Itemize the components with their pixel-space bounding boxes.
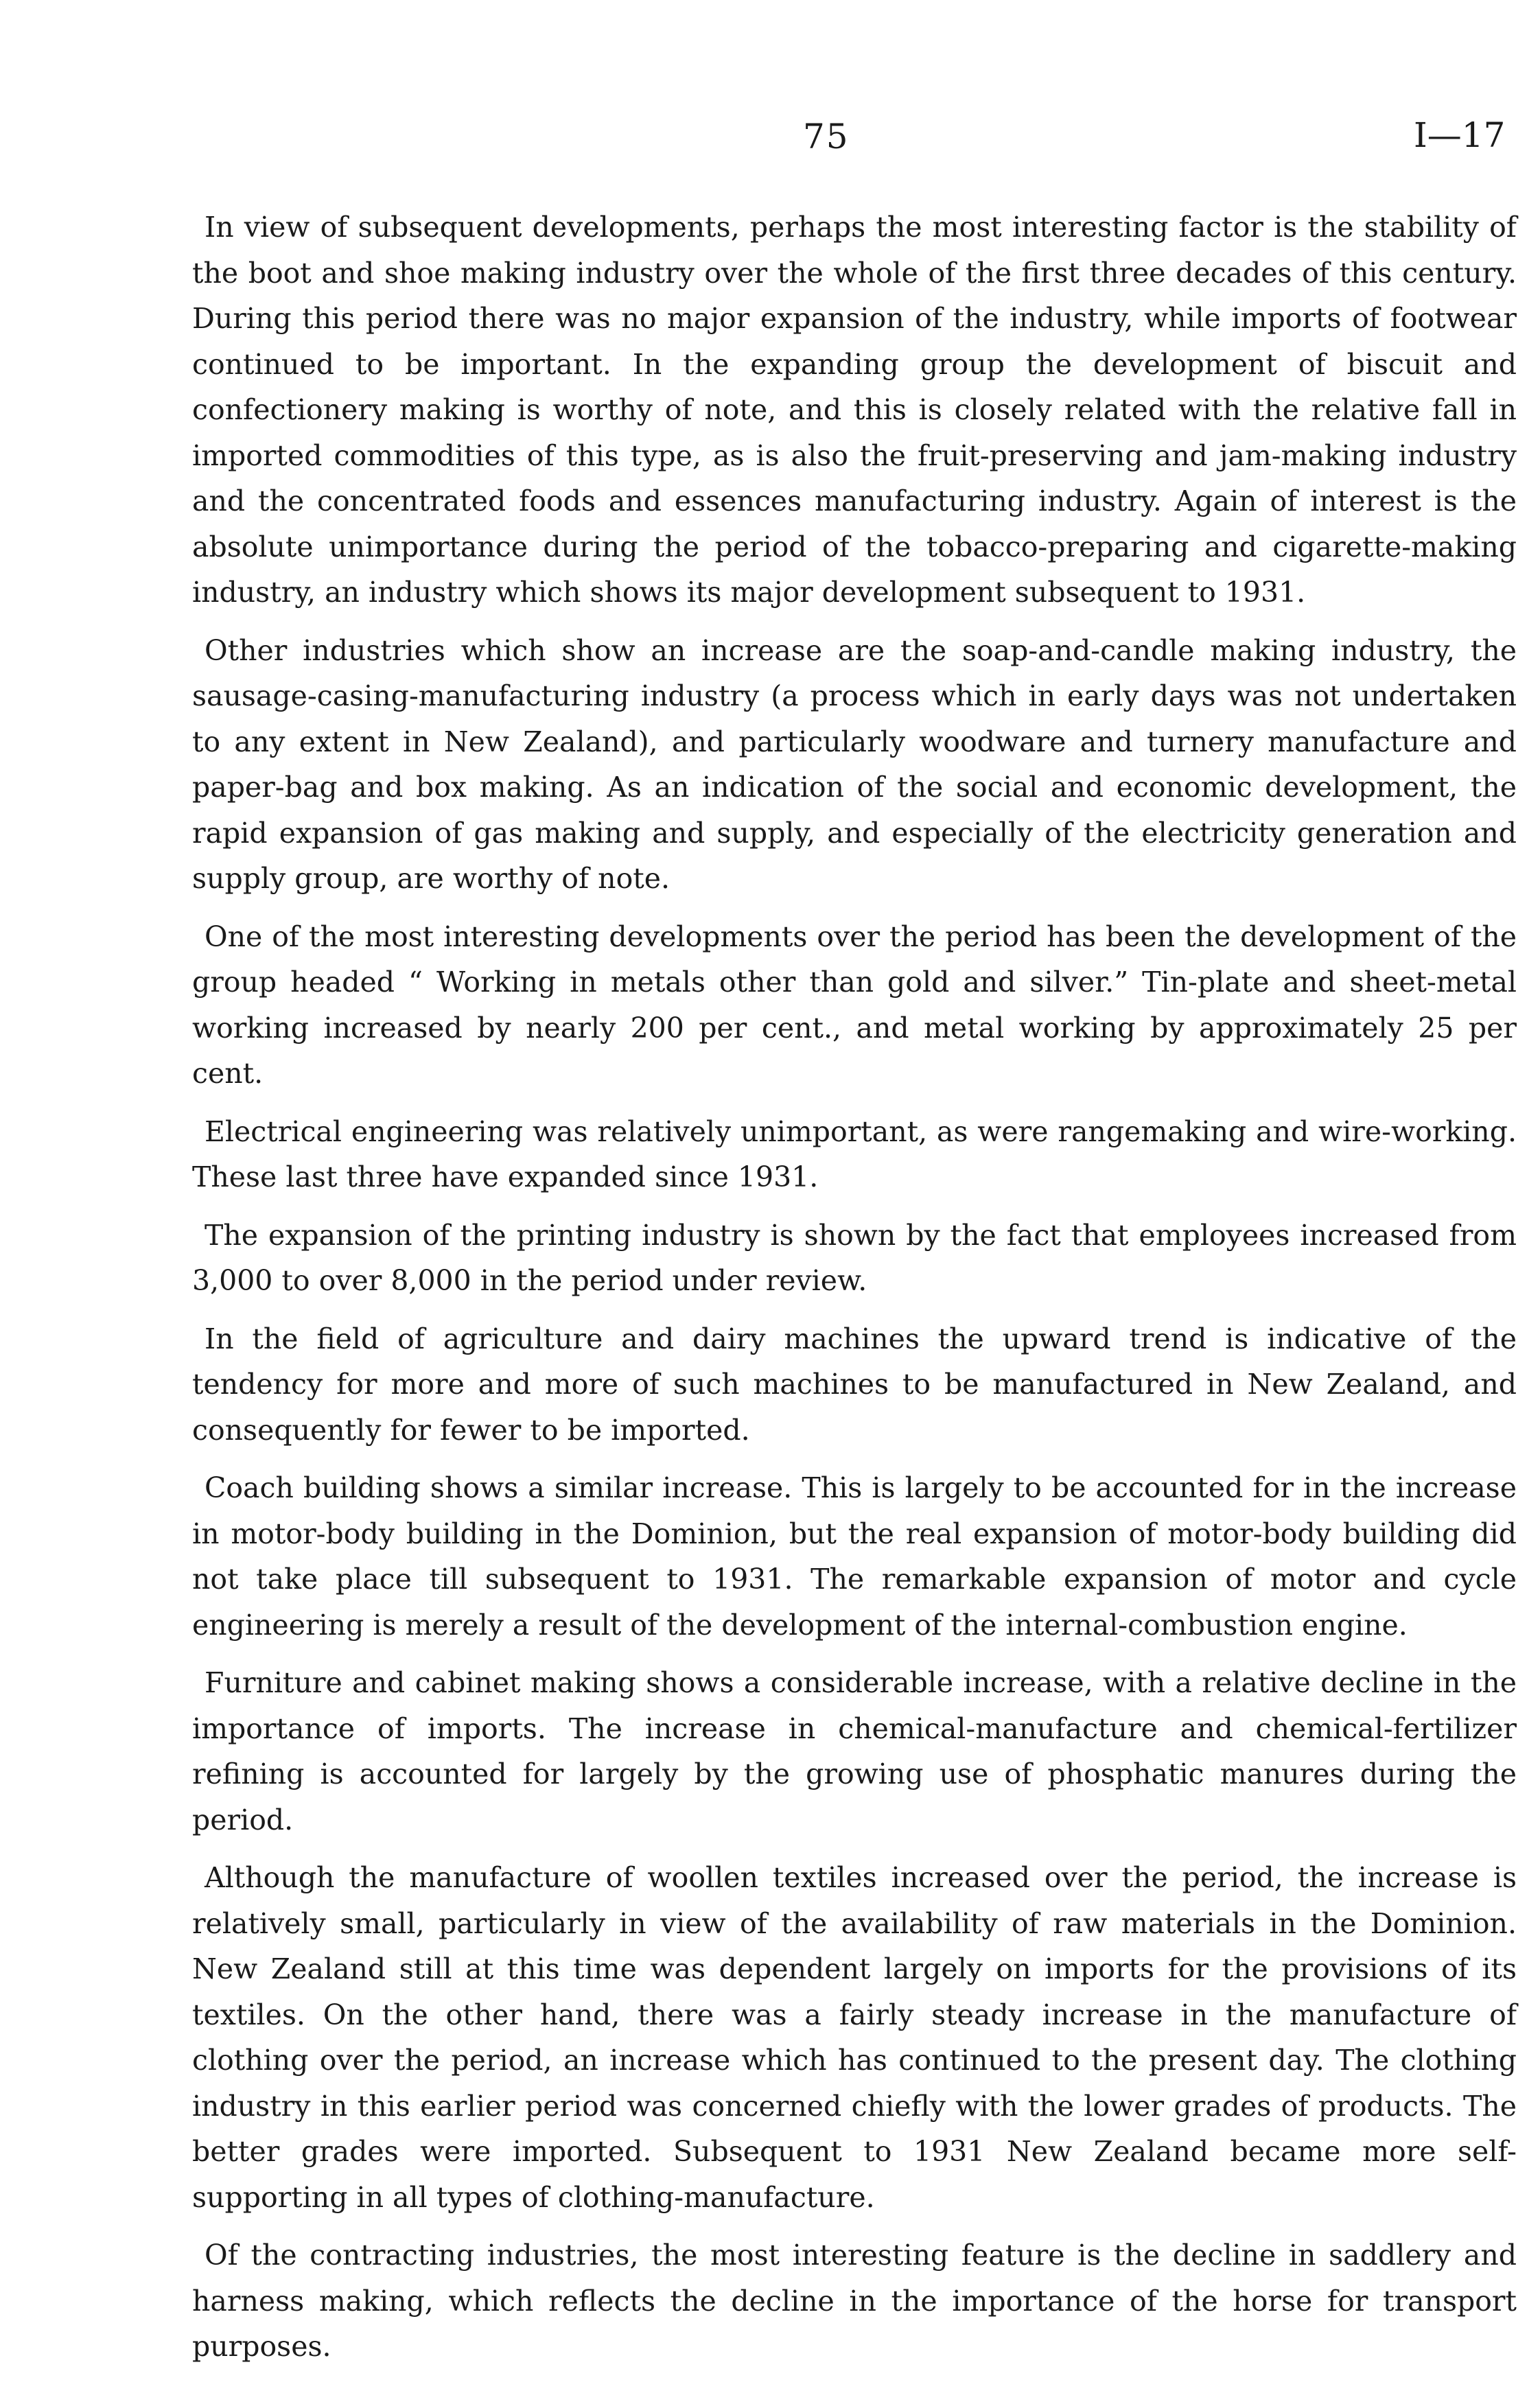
paragraph-electrical-engineering: Electrical engineering was relatively unimportant, as were rangemaking and wire-working. These last three have expanded since 1931. xyxy=(192,1115,1517,1193)
paragraph-printing: The expansion of the printing industry is shown by the fact that employees increased from 3,000 to over 8,000 in the period under review. xyxy=(192,1218,1517,1297)
paragraph-coach-building: Coach building shows a similar increase. This is largely to be accounted for in the increase in motor-body building in the Dominion, but the real expansion of motor-body building did not take place till subsequent to 1931. The remarkable expansion of motor and cycle engineering is merely a result of the development of the internal-combustion engine. xyxy=(192,1471,1517,1642)
paragraph-agriculture-machines: In the field of agriculture and dairy machines the upward trend is indicative of the tendency for more and more of such machines to be manufactured in New Zealand, and consequently for fewer to be imported. xyxy=(192,1322,1517,1447)
paragraph-boot-and-shoe: In view of subsequent developments, perhaps the most interesting factor is the stability of the boot and shoe making industry over the whole of the first three decades of this century. During this period there was no major expansion of the industry, while imports of footwear continued to be important. In the expanding group the development of biscuit and confectionery making is worthy of note, and this is closely related with the relative fall in imported commodities of this type, as is also the fruit-preserving and jam-making industry and the concentrated foods and essences manufacturing industry. Again of interest is the absolute unimportance during the period of the tobacco-preparing and cigarette-making industry, an industry which shows its major development subsequent to 1931. xyxy=(192,211,1517,609)
document-reference: I—17 xyxy=(1414,115,1506,155)
paragraph-metals: One of the most interesting developments over the period has been the development of the group headed “ Working in metals other than gold and silver.” Tin-plate and sheet-metal working increased by nearly 200 per cent., and metal working by approximately 25 per cent. xyxy=(192,920,1517,1090)
body-text xyxy=(192,205,1517,2382)
paragraph-other-industries: Other industries which show an increase are the soap-and-candle making industry, the sausage-casing-manufacturing industry (a process which in early days was not undertaken to any extent in New Zealand), and particularly woodware and turnery manufacture and paper-bag and box making. As an indication of the social and economic development, the rapid expansion of gas making and supply, and especially of the electricity generation and supply group, are worthy of note. xyxy=(192,633,1517,895)
paragraph-furniture: Furniture and cabinet making shows a considerable increase, with a relative decline in the importance of imports. The increase in chemical-manufacture and chemical-fertilizer refining is accounted for largely by the growing use of phosphatic manures during the period. xyxy=(192,1666,1517,1836)
paragraph-textiles: Although the manufacture of woollen textiles increased over the period, the increase is relatively small, particularly in view of the availability of raw materials in the Dominion. New Zealand still at this time was dependent largely on imports for the provisions of its textiles. On the other hand, there was a fairly steady increase in the manufacture of clothing over the period, an increase which has continued to the present day. The clothing industry in this earlier period was concerned chiefly with the lower grades of products. The better grades were imported. Subsequent to 1931 New Zealand became more self-supporting in all types of clothing-manufacture. xyxy=(192,1861,1517,2214)
paragraph-contracting-industries: Of the contracting industries, the most interesting feature is the decline in saddlery and harness making, which reflects the decline in the importance of the horse for transport purposes. xyxy=(192,2239,1517,2363)
page-number: 75 xyxy=(803,117,850,156)
